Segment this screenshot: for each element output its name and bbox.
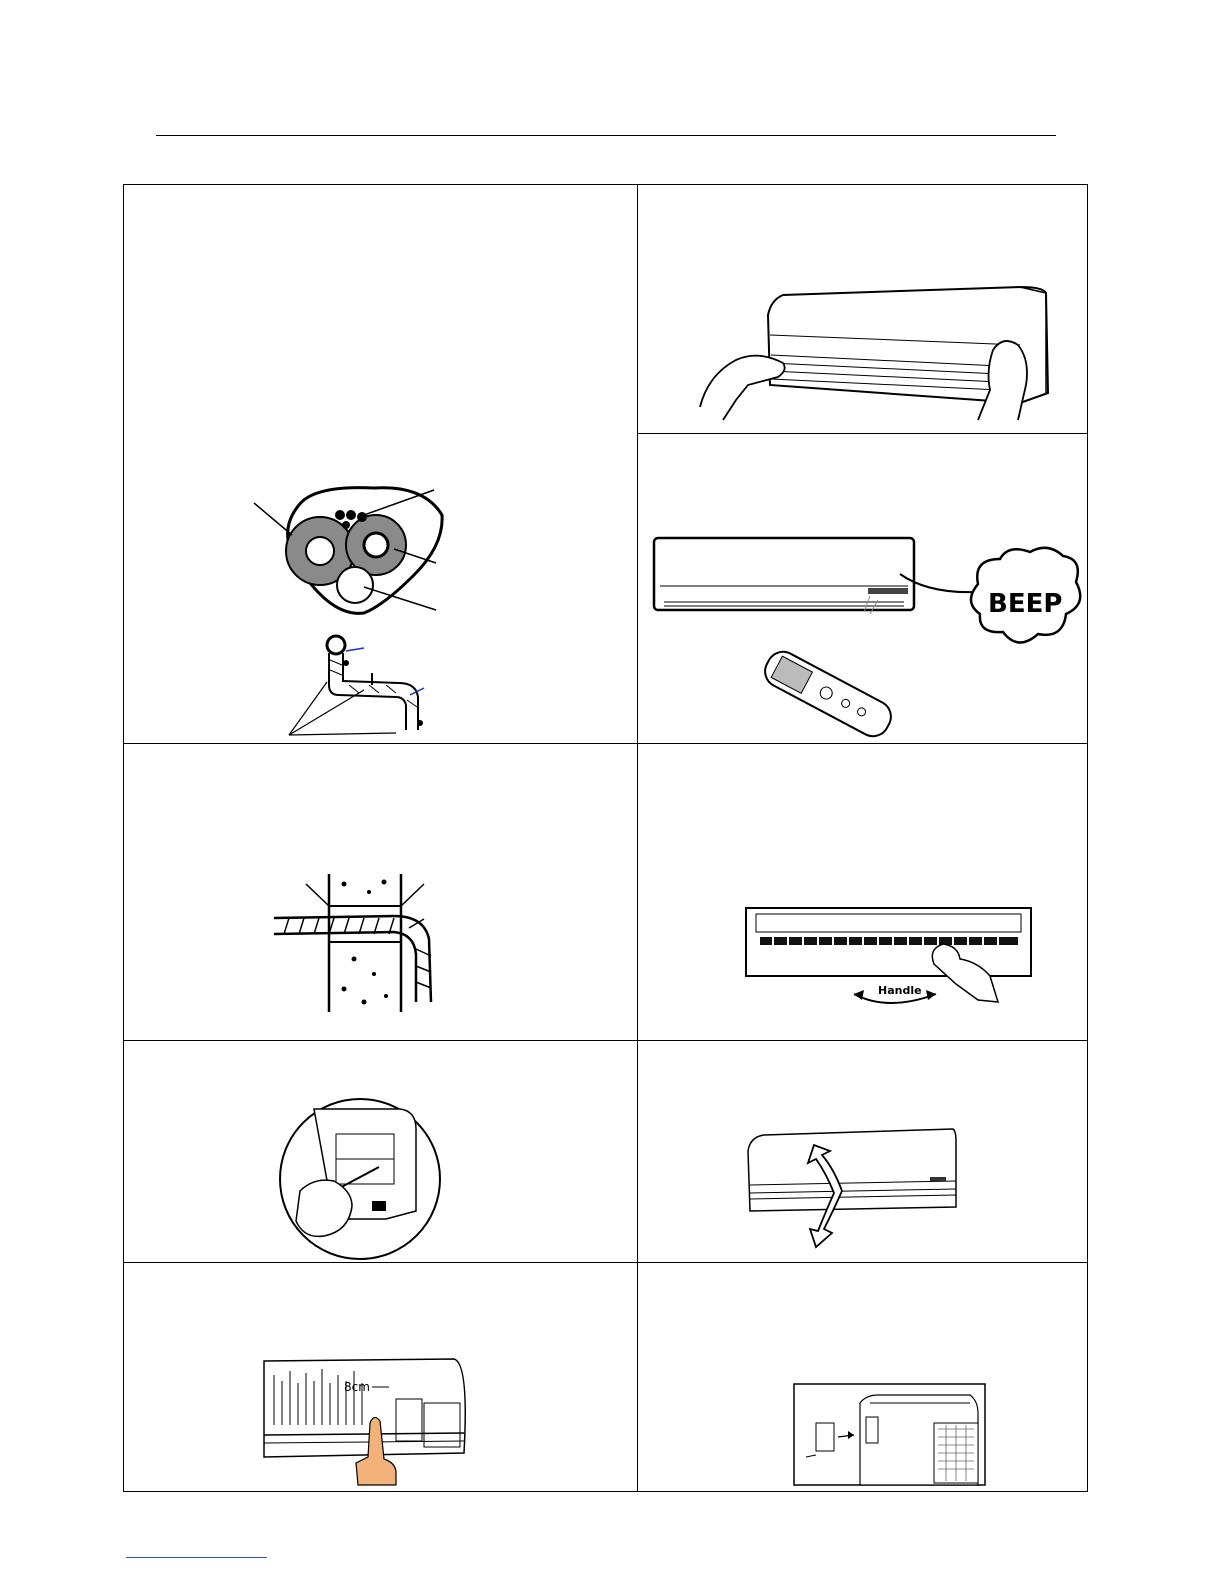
cell-louver-handle [638, 744, 1088, 1040]
cell-8cm-detail [124, 1263, 636, 1491]
pipe-bundle-figure [124, 185, 636, 742]
cell-wall-sleeve [124, 744, 636, 1040]
wall-sleeve-figure [124, 744, 636, 1040]
cell-outdoor-unit [638, 1263, 1088, 1491]
lift-panel-figure [638, 185, 1088, 433]
handle-label: Handle [878, 984, 922, 997]
louver-handle-figure [638, 744, 1088, 1040]
cell-pipe-bundle [124, 185, 636, 742]
cell-lift-panel [638, 185, 1088, 433]
cell-airflow [638, 1041, 1088, 1262]
beep-label: BEEP [988, 589, 1063, 619]
outdoor-unit-figure [638, 1263, 1088, 1491]
beep-remote-figure [638, 434, 1088, 743]
footer-link-underline[interactable] [126, 1557, 267, 1558]
distance-label: 8cm [344, 1380, 370, 1394]
header-rule [156, 135, 1056, 136]
cell-screw-detail [124, 1041, 636, 1262]
indoor-internal-figure [124, 1263, 636, 1491]
airflow-figure [638, 1041, 1088, 1262]
cell-beep-remote [638, 434, 1088, 743]
screw-detail-figure [124, 1041, 636, 1262]
